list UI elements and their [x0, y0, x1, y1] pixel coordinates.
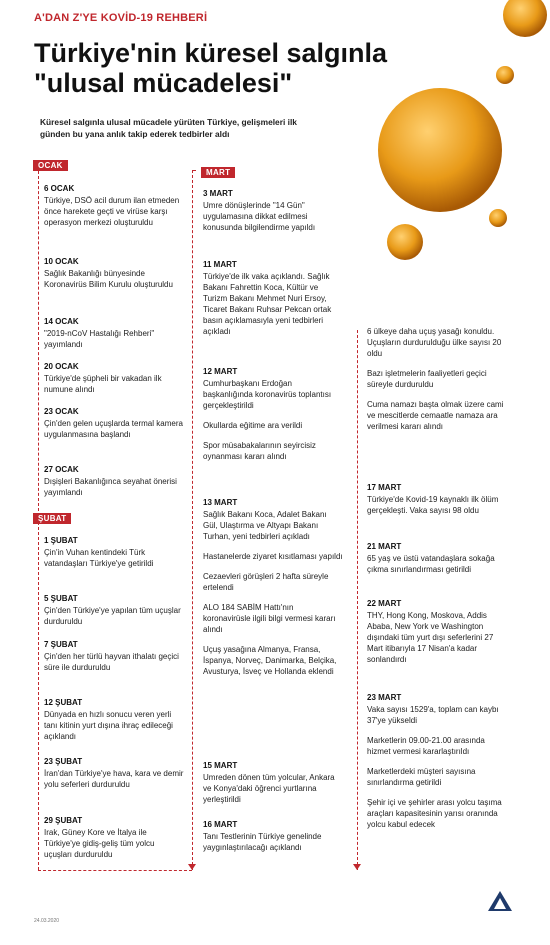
timeline-entry: [44, 594, 184, 627]
footer-date: 24.03.2020: [34, 918, 60, 924]
entry-date: 11 MART: [203, 260, 237, 269]
entry-text: Sağlık Bakanı Koca, Adalet Bakanı Gül, Ulaştırma ve Altyapı Bakanı Turhan, yeni tedbirleri açıkladı: [203, 510, 327, 541]
entry-text: Cumhurbaşkanı Erdoğan başkanlığında koronavirüs toplantısı gerçekleştirildi: [203, 379, 332, 410]
entry-text: Irak, Güney Kore ve İtalya ile Türkiye'ye gidiş-geliş tüm yolcu uçuşları durduruldu: [44, 828, 155, 859]
entry-text: Şehir içi ve şehirler arası yolcu taşıma araçları kapasitesinin yarısı oranında yolcu kabul edecek: [367, 798, 502, 829]
entry-text: Türkiye, DSÖ acil durum ilan etmeden önce harekete geçti ve virüse karşı operasyon merkezi oluşturuldu: [44, 196, 180, 227]
entry-text: Marketlerin 09.00-21.00 arasında hizmet vermesi kararlaştırıldı: [367, 736, 485, 756]
timeline-entry: [44, 317, 184, 350]
entry-text: Çin'den her türlü hayvan ithalatı geçici süre ile durduruldu: [44, 652, 179, 672]
entry-date: 16 MART: [203, 820, 238, 829]
entry-text: 65 yaş ve üstü vatandaşlara sokağa çıkma sınırlandırması getirildi: [367, 554, 495, 574]
entry-date: 12 ŞUBAT: [44, 698, 83, 707]
timeline-entry: [44, 257, 184, 290]
month-label-mart: MART: [201, 167, 235, 178]
entry-text: ALO 184 SABİM Hattı'nın koronavirüsle ilgili bilgi vermesi kararı alındı: [203, 603, 336, 634]
entry-text: Umre dönüşlerinde "14 Gün" uygulamasına dikkat edilmesi konusunda bilgilendirme yapıldı: [203, 201, 316, 232]
entry-text: Umreden dönen tüm yolcular, Ankara ve Konya'daki öğrenci yurtlarına yerleştirildi: [203, 773, 335, 804]
entry-date: 23 OCAK: [44, 407, 79, 416]
anadolu-ajansi-logo: [478, 889, 522, 929]
entry-text: Çin'den Türkiye'ye yapılan tüm uçuşlar durduruldu: [44, 606, 181, 626]
entry-date: 14 OCAK: [44, 317, 79, 326]
aa-logo-icon: [478, 889, 522, 929]
timeline-entry: [44, 184, 184, 228]
entry-date: 12 MART: [203, 367, 238, 376]
month-label-ocak: OCAK: [33, 160, 68, 171]
timeline-entry: [203, 820, 343, 853]
entry-text: Spor müsabakalarının seyircisiz oynanması kararı alındı: [203, 441, 316, 461]
kicker: A'DAN Z'YE KOVİD-19 REHBERİ: [34, 12, 208, 24]
subtitle: [40, 116, 330, 140]
entry-date: 23 ŞUBAT: [44, 757, 83, 766]
timeline-entry: [367, 326, 507, 432]
entry-text: "2019-nCoV Hastalığı Rehberi" yayımlandı: [44, 329, 155, 349]
timeline-entry: [44, 407, 184, 440]
timeline-entry: [44, 698, 184, 742]
entry-date: 21 MART: [367, 542, 402, 551]
timeline-connector-mart: [192, 170, 196, 171]
entry-text: Okullarda eğitime ara verildi: [203, 421, 303, 430]
entry-text: Çin'den gelen uçuşlarda termal kamera uygulanmasına başlandı: [44, 419, 183, 439]
entry-date: 20 OCAK: [44, 362, 79, 371]
timeline-entry: [367, 483, 507, 516]
entry-text: 6 ülkeye daha uçuş yasağı konuldu. Uçuşların durdurulduğu ülke sayısı 20 oldu: [367, 327, 502, 358]
entry-date: 1 ŞUBAT: [44, 536, 78, 545]
timeline-entry: [367, 542, 507, 575]
entry-text: Türkiye'de Kovid-19 kaynaklı ilk ölüm gerçekleşti. Vaka sayısı 98 oldu: [367, 495, 499, 515]
entry-text: Sağlık Bakanlığı bünyesinde Koronavirüs Bilim Kurulu oluşturuldu: [44, 269, 173, 289]
entry-date: 27 OCAK: [44, 465, 79, 474]
month-label-subat: ŞUBAT: [33, 513, 71, 524]
timeline-entry: [367, 599, 507, 665]
entry-date: 15 MART: [203, 761, 238, 770]
entry-text: Uçuş yasağına Almanya, Fransa, İspanya, Norveç, Danimarka, Belçika, Avusturya, İsveç ve Hollanda eklendi: [203, 645, 337, 676]
entry-text: Bazı işletmelerin faaliyetleri geçici süreyle durduruldu: [367, 369, 487, 389]
subtitle-line-2: günden bu yana anlık takip ederek tedbirler aldı: [40, 129, 230, 139]
entry-date: 7 ŞUBAT: [44, 640, 78, 649]
entry-text: Dışişleri Bakanlığınca seyahat önerisi yayımlandı: [44, 477, 177, 497]
entry-text: Dünyada en hızlı sonucu veren yerli tanı kitinin yurt dışına ihraç edileceği açıklandı: [44, 710, 173, 741]
timeline-arrow-1: [188, 864, 196, 870]
timeline-entry: [203, 367, 343, 462]
entry-text: Vaka sayısı 1529'a, toplam can kaybı 37'ye yükseldi: [367, 705, 499, 725]
entry-text: THY, Hong Kong, Moskova, Addis Ababa, New York ve Washington dışındaki tüm yurt dışı seferlerini 27 Mart itibarıyla 17 Nisan'a kadar sonlandırdı: [367, 611, 494, 664]
page-title: [34, 38, 454, 98]
timeline-entry: [44, 640, 184, 673]
timeline-entry: [203, 498, 343, 677]
entry-date: 29 ŞUBAT: [44, 816, 83, 825]
timeline-entry: [44, 465, 184, 498]
entry-text: Türkiye'de ilk vaka açıklandı. Sağlık Bakanı Fahrettin Koca, Kültür ve Turizm Bakanı Mehmet Nuri Ersoy, Ticaret Bakanı Ruhsar Pekcan ortak basın açıklamasıyla yeni tedbirleri açıkladı: [203, 272, 332, 336]
title-line-1: Türkiye'nin küresel salgınla: [34, 38, 388, 68]
timeline-connector-subat-mart: [38, 870, 192, 871]
entry-text: Tanı Testlerinin Türkiye genelinde yaygınlaştırılacağı açıklandı: [203, 832, 322, 852]
entry-text: Marketlerdeki müşteri sayısına sınırlandırma getirildi: [367, 767, 476, 787]
timeline-line-mart-1: [192, 170, 193, 870]
entry-date: 3 MART: [203, 189, 233, 198]
timeline-entry: [44, 757, 184, 790]
timeline-entry: [367, 693, 507, 830]
entry-text: Türkiye'de şüpheli bir vakadan ilk numune alındı: [44, 374, 162, 394]
timeline-entry: [44, 536, 184, 569]
timeline-entry: [203, 189, 343, 233]
entry-text: Hastanelerde ziyaret kısıtlaması yapıldı: [203, 552, 343, 561]
entry-text: Çin'in Vuhan kentindeki Türk vatandaşları Türkiye'ye getirildi: [44, 548, 154, 568]
timeline-entry: [203, 260, 343, 337]
timeline-line-subat: [38, 522, 39, 870]
entry-text: Cuma namazı başta olmak üzere cami ve mescitlerde cemaatle namaza ara verilmesi kararı alındı: [367, 400, 504, 431]
entry-text: İran'dan Türkiye'ye hava, kara ve demir yolu seferleri durduruldu: [44, 769, 184, 789]
timeline-arrow-2: [353, 864, 361, 870]
subtitle-line-1: Küresel salgınla ulusal mücadele yürüten Türkiye, gelişmeleri ilk: [40, 117, 297, 127]
timeline-entry: [44, 362, 184, 395]
timeline-line-mart-2: [357, 330, 358, 870]
entry-date: 22 MART: [367, 599, 402, 608]
timeline-line-ocak: [38, 171, 39, 511]
entry-date: 23 MART: [367, 693, 402, 702]
entry-date: 13 MART: [203, 498, 238, 507]
entry-date: 6 OCAK: [44, 184, 75, 193]
entry-text: Cezaevleri görüşleri 2 hafta süreyle ertelendi: [203, 572, 329, 592]
timeline-entry: [44, 816, 184, 860]
entry-date: 5 ŞUBAT: [44, 594, 78, 603]
timeline-entry: [203, 761, 343, 805]
entry-date: 17 MART: [367, 483, 402, 492]
entry-date: 10 OCAK: [44, 257, 79, 266]
title-line-2: "ulusal mücadelesi": [34, 68, 293, 98]
